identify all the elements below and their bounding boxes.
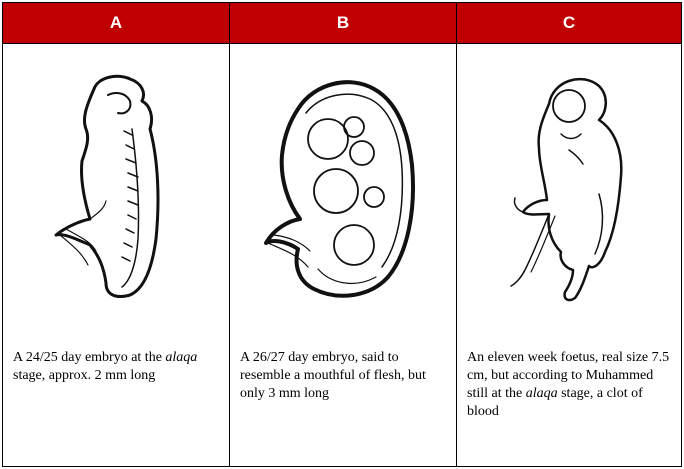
caption-c-pre: An eleven week foetus, real size 7.5 cm, but according to Muhammed still at the	[467, 350, 670, 401]
caption-a-em: alaqa	[165, 350, 198, 365]
caption-c-post: stage, a clot of blood	[467, 386, 643, 419]
embryo-27-day-drawing	[258, 69, 428, 309]
header-b: B	[230, 3, 457, 44]
header-a: A	[3, 3, 230, 44]
caption-a-pre: A 24/25 day embryo at the	[13, 350, 166, 365]
caption-b-pre: A 26/27 day embryo, said to resemble a mouthful of flesh, but only 3 mm long	[240, 350, 426, 401]
caption-c-em: alaqa	[525, 386, 558, 401]
header-c: C	[457, 3, 681, 44]
caption-c	[457, 333, 681, 466]
caption-b	[230, 333, 457, 466]
embryo-24-day-drawing	[46, 69, 186, 309]
caption-a-post: stage, approx. 2 mm long	[13, 368, 156, 383]
foetus-11-week-drawing	[499, 64, 639, 314]
embryo-comparison-table	[2, 2, 682, 467]
image-cell-c	[457, 44, 681, 333]
image-cell-a	[3, 44, 230, 333]
caption-a	[3, 333, 230, 466]
image-cell-b	[230, 44, 457, 333]
